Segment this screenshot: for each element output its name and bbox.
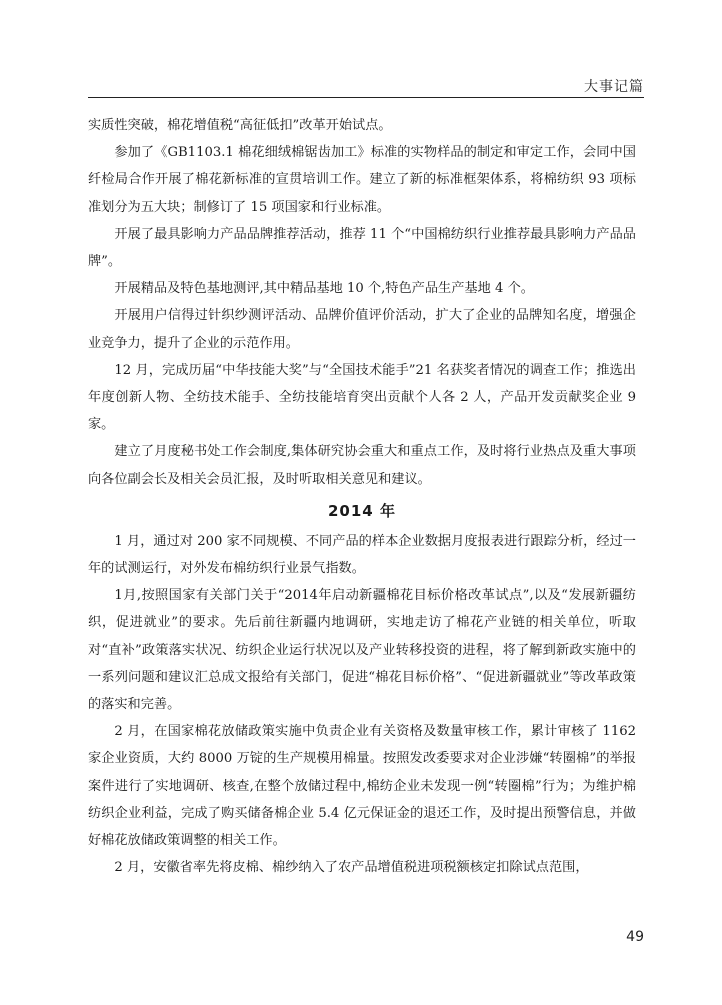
paragraph: 实质性突破，棉花增值税“高征低扣”改革开始试点。 xyxy=(88,118,392,133)
paragraph: 1月,按照国家有关部门关于“2014年启动新疆棉花目标价格改革试点”,以及“发展新疆纺织，促进就业”的要求。先后前往新疆内地调研，实地走访了棉花产业链的相关单位，听取对“直补”政策落实状况、纺织企业运行状况以及产业转移投资的进程，将了解到新政实施中的一系列问题和建议汇总成文报给有关部门，促进“棉花目标价格”、“促进新疆就业”等改革政策的落实和完善。 xyxy=(88,588,636,713)
header-divider xyxy=(88,97,644,98)
page-body xyxy=(88,112,636,881)
paragraph: 2 月，在国家棉花放储政策实施中负责企业有关资格及数量审核工作，累计审核了 1162 家企业资质，大约 8000 万锭的生产规模用棉量。按照发改委要求对企业涉嫌“转圈棉”的举报案件进行了实地调研、核查,在整个放储过程中,棉纺企业未发现一例“转圈棉”行为；为维护棉纺织企业利益，完成了购买储备棉企业 5.4 亿元保证金的退还工作，及时提出预警信息，并做好棉花放储政策调整的相关工作。 xyxy=(88,724,636,849)
paragraph: 2 月，安徽省率先将皮棉、棉纱纳入了农产品增值税进项税额核定扣除试点范围， xyxy=(114,860,589,876)
paragraph: 12 月，完成历届“中华技能大奖”与“全国技术能手”21 名获奖者情况的调查工作；推选出年度创新人物、全纺技术能手、全纺技能培育突出贡献个人各 2 人，产品开发贡献奖企业 9 家。 xyxy=(88,362,636,433)
paragraph: 开展精品及特色基地测评,其中精品基地 10 个,特色产品生产基地 4 个。 xyxy=(114,281,534,297)
paragraph: 1 月，通过对 200 家不同规模、不同产品的样本企业数据月度报表进行跟踪分析，经过一年的试测运行，对外发布棉纺织行业景气指数。 xyxy=(88,533,636,577)
running-header-title: 大事记篇 xyxy=(584,79,644,95)
year-heading: 2014 年 xyxy=(328,501,396,520)
paragraph: 开展用户信得过针织纱测评活动、品牌价值评价活动，扩大了企业的品牌知名度，增强企业竞争力，提升了企业的示范作用。 xyxy=(88,308,636,351)
paragraph: 参加了《GB1103.1 棉花细绒棉锯齿加工》标准的实物样品的制定和审定工作，会同中国纤检局合作开展了棉花新标准的宣贯培训工作。建立了新的标准框架体系，将棉纺织 93 项标准划分为五大块；制修订了 15 项国家和行业标准。 xyxy=(88,145,636,215)
paragraph: 建立了月度秘书处工作会制度,集体研究协会重大和重点工作，及时将行业热点及重大事项向各位副会长及相关会员汇报，及时听取相关意见和建议。 xyxy=(88,444,636,487)
page-number: 49 xyxy=(626,929,644,945)
paragraph: 开展了最具影响力产品品牌推荐活动，推荐 11 个“中国棉纺织行业推荐最具影响力产品品牌”。 xyxy=(88,226,636,270)
